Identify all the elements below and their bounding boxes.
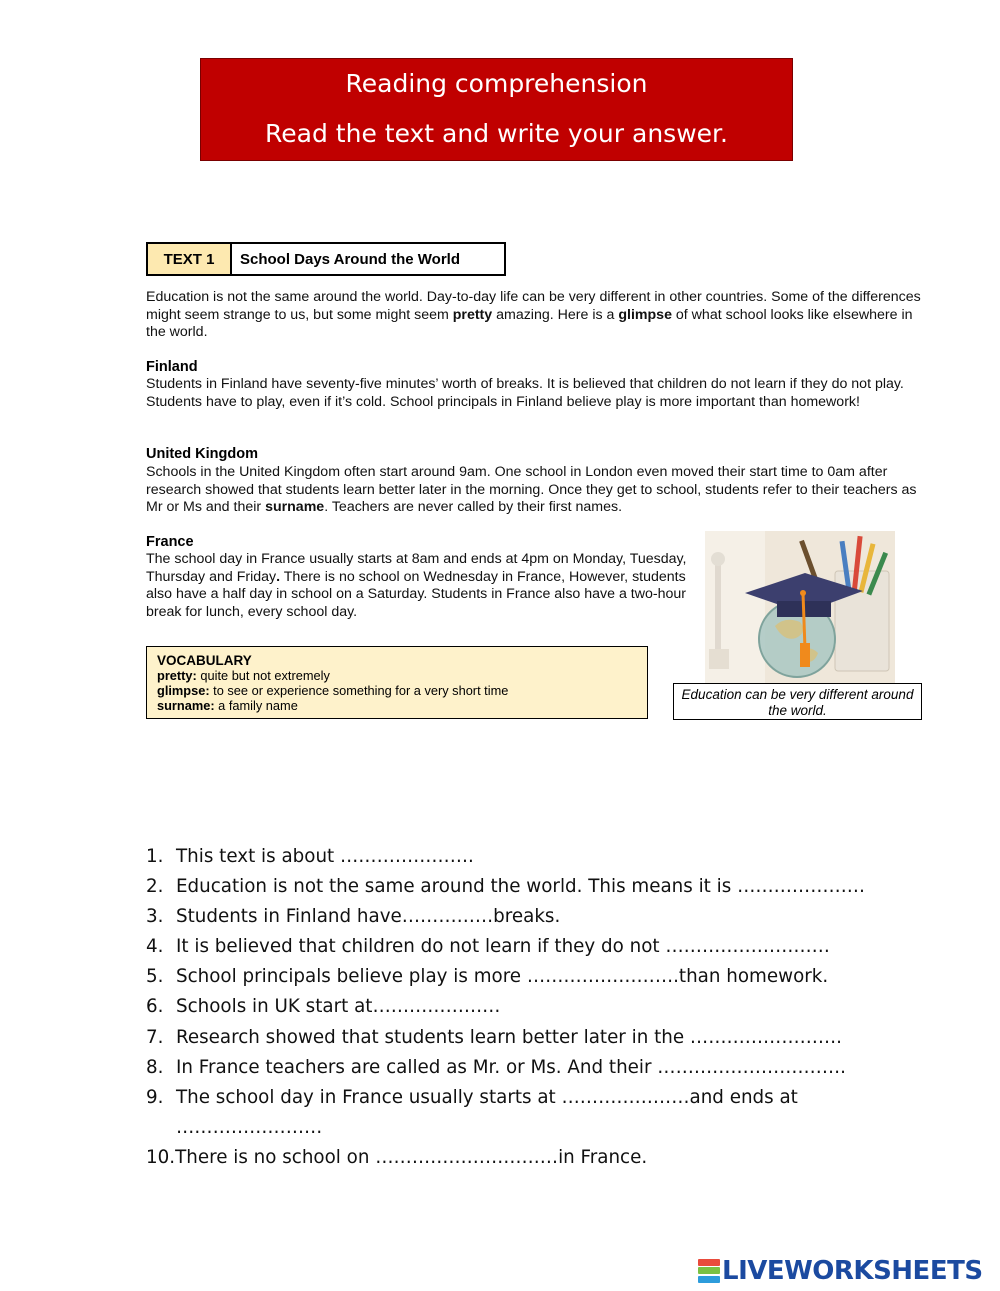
question-list [146,842,906,1173]
question-6[interactable] [146,992,906,1022]
france-heading: France [146,534,194,550]
france-text-2: There is no school on Wednesday in France, However, students also have a half day in school on a Saturday. Students in France also have a two-hour break for lunch, every school day. [146,568,686,620]
question-text: Research showed that students learn better later in the ……………………. [176,1026,842,1048]
intro-paragraph [146,289,930,342]
vocab-definition: a family name [214,698,298,713]
uk-text-2: . Teachers are never called by their first names. [324,499,623,515]
finland-paragraph: Students in Finland have seventy-five minutes’ worth of breaks. It is believed that children do not learn if they do not play. Students have to play, even if it’s cold. School principals in Finland believe play is more important than homework! [146,376,904,410]
vocab-term: pretty: [157,668,197,683]
question-number: 7. [146,1026,164,1048]
vocab-item [157,668,637,683]
text-number: TEXT 1 [148,244,232,274]
vocab-definition: to see or experience something for a very short time [209,683,509,698]
question-4[interactable] [146,932,906,962]
banner-title: Reading comprehension [345,69,648,98]
question-number: 2. [146,876,164,898]
question-number: 3. [146,906,164,928]
question-number: 10. [146,1146,176,1168]
logo-text: LIVEWORKSHEETS [722,1256,983,1286]
graduation-cap-globe-image [705,531,895,683]
text-header [146,242,506,276]
intro-text-2: amazing. Here is a [492,306,619,323]
uk-bold-surname: surname [265,499,325,515]
vocab-item [157,698,637,713]
question-text: The school day in France usually starts at …………………and ends at [176,1086,798,1108]
question-7[interactable] [146,1023,906,1053]
question-3[interactable] [146,902,906,932]
question-2[interactable] [146,872,906,902]
question-text: Education is not the same around the world. This means it is ………………… [176,876,866,898]
question-text: It is believed that children do not learn if they do not ……………………… [176,936,830,958]
question-text: School principals believe play is more …………………….than homework. [176,966,829,988]
question-number: 8. [146,1056,164,1078]
france-paragraph [146,551,688,621]
question-8[interactable] [146,1053,906,1083]
intro-text-3: of what school looks like elsewhere in the world. [146,306,913,340]
question-number: 1. [146,846,164,867]
liveworksheets-logo-icon [698,1259,720,1283]
question-text: There is no school on …………………………in France. [175,1146,648,1168]
intro-bold-pretty: pretty [452,306,493,323]
photo-caption: Education can be very different around the world. [673,683,922,720]
title-banner [200,58,793,161]
vocab-term: glimpse: [157,683,210,698]
intro-text-1: Education is not the same around the world. Day-to-day life can be very different in other countries. Some of the differences might seem strange to us, but some might seem [146,289,921,323]
question-text: Schools in UK start at………………… [176,996,501,1018]
finland-heading: Finland [146,359,198,375]
question-number: 4. [146,936,164,958]
vocabulary-box [146,646,648,719]
vocab-term: surname: [157,698,215,713]
question-number: 5. [146,966,164,988]
question-text: …………………… [176,1116,323,1138]
question-text: Students in Finland have……………breaks. [176,906,561,928]
question-number: 6. [146,996,164,1018]
vocabulary-heading: VOCABULARY [157,653,252,668]
france-bold: . [276,568,281,585]
question-text: In France teachers are called as Mr. or Ms. And their …………………………. [176,1056,846,1078]
banner-instruction: Read the text and write your answer. [265,119,728,148]
question-text: This text is about …………………. [176,846,474,867]
question-9-continued[interactable] [146,1113,906,1143]
vocab-item [157,683,637,698]
question-5[interactable] [146,962,906,992]
uk-heading: United Kingdom [146,446,258,462]
question-number: 9. [146,1086,164,1108]
graduation-globe-photo [705,531,895,683]
question-1[interactable] [146,842,906,872]
intro-bold-glimpse: glimpse [618,306,672,323]
uk-paragraph [146,464,930,517]
uk-text-1: Schools in the United Kingdom often start around 9am. One school in London even moved their start time to 0am after research showed that students learn better later in the morning. Once they get to school, students refer to their teachers as Mr or Ms and their [146,464,917,515]
question-9[interactable] [146,1083,906,1113]
vocab-definition: quite but not extremely [196,668,330,683]
liveworksheets-logo[interactable] [698,1258,983,1284]
france-text-1: The school day in France usually starts at 8am and ends at 4pm on Monday, Tuesday, Thursday and Friday [146,551,687,585]
text-title: School Days Around the World [232,244,504,274]
question-10[interactable] [146,1143,906,1173]
